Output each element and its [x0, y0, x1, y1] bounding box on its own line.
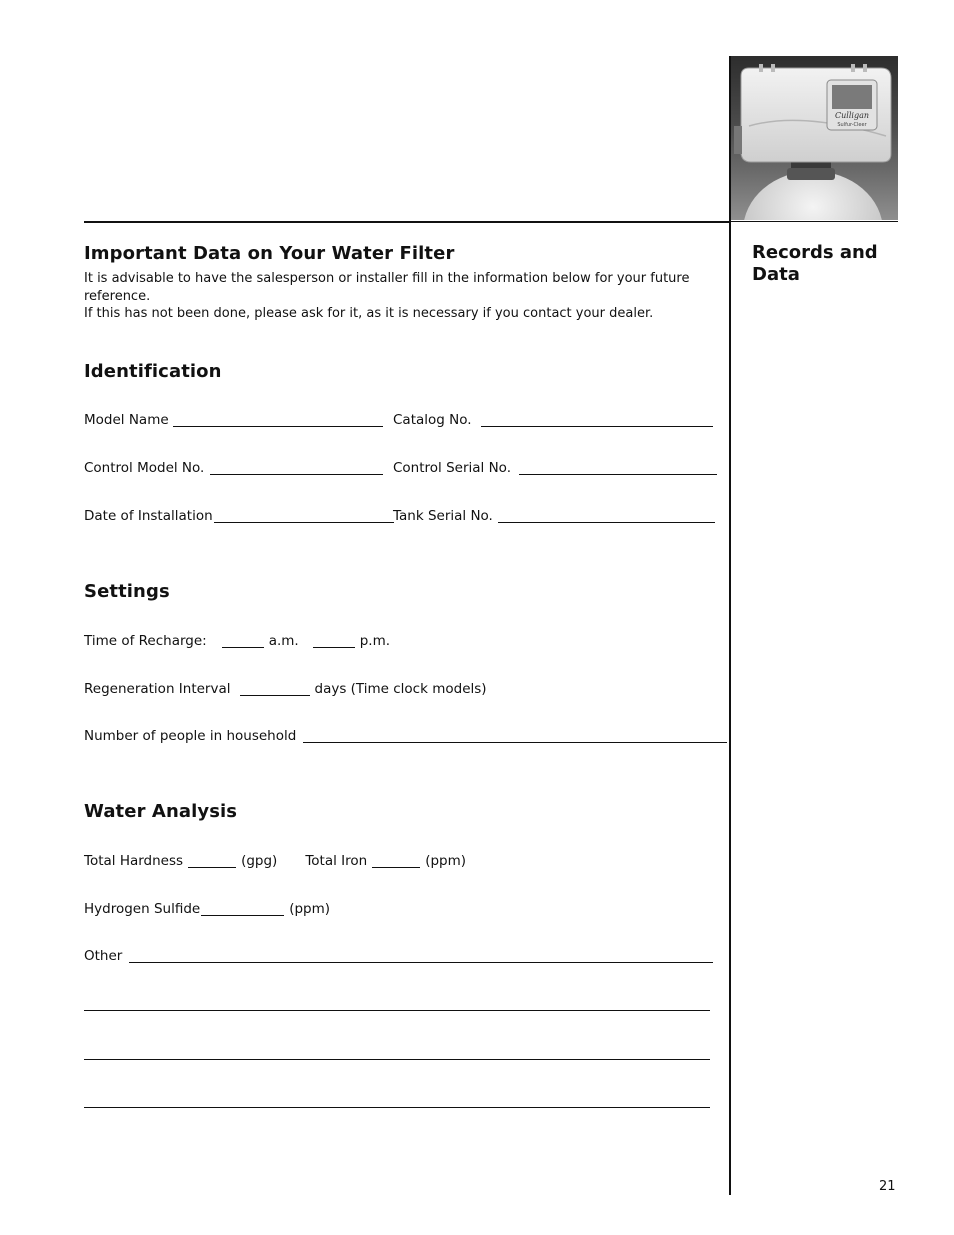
brand-logo: Culligan — [835, 111, 869, 120]
am-label: a.m. — [268, 633, 299, 649]
ppm-unit-iron: (ppm) — [425, 853, 467, 869]
intro-line-2: If this has not been done, please ask for it, as it is necessary if you contact your dealer. — [84, 306, 654, 321]
hydrogen-sulfide-field[interactable] — [84, 901, 330, 917]
horizontal-divider-side — [730, 221, 898, 222]
model-name-input-line[interactable] — [173, 412, 383, 427]
model-logo: Sulfur-Cleer — [837, 122, 867, 128]
installation-date-label: Date of Installation — [84, 508, 213, 524]
notes-line-1[interactable] — [84, 1010, 710, 1011]
product-photo — [731, 56, 898, 220]
other-label: Other — [84, 948, 123, 964]
hydrogen-sulfide-label: Hydrogen Sulfide — [84, 901, 201, 917]
days-note: days (Time clock models) — [314, 681, 487, 697]
intro-line-1: It is advisable to have the salesperson or installer fill in the information below for your future reference. — [84, 271, 690, 304]
recharge-time-field[interactable] — [84, 633, 390, 649]
filter-control-illustration — [731, 56, 898, 220]
horizontal-divider — [84, 221, 730, 223]
model-name-label: Model Name — [84, 412, 169, 428]
total-hardness-label: Total Hardness — [84, 853, 184, 869]
tank-serial-label: Tank Serial No. — [393, 508, 493, 524]
installation-date-input-line[interactable] — [214, 508, 394, 523]
settings-heading: Settings — [84, 581, 170, 602]
model-name-field[interactable] — [84, 412, 383, 428]
hardness-iron-field[interactable] — [84, 853, 466, 869]
ppm-unit-sulfide: (ppm) — [289, 901, 331, 917]
recharge-am-input-line[interactable] — [222, 633, 264, 648]
recharge-time-label: Time of Recharge: — [84, 633, 207, 649]
other-input-line[interactable] — [129, 948, 713, 963]
water-analysis-heading: Water Analysis — [84, 801, 238, 822]
installation-date-field[interactable] — [84, 508, 394, 524]
control-serial-field[interactable] — [393, 460, 717, 476]
household-people-input-line[interactable] — [303, 728, 727, 743]
sidebar-title: Records and Data — [752, 242, 878, 285]
tank-serial-field[interactable] — [393, 508, 715, 524]
household-people-label: Number of people in household — [84, 728, 297, 744]
other-field[interactable] — [84, 948, 713, 964]
total-iron-input-line[interactable] — [372, 853, 420, 868]
regeneration-interval-label: Regeneration Interval — [84, 681, 231, 697]
control-model-label: Control Model No. — [84, 460, 205, 476]
control-serial-label: Control Serial No. — [393, 460, 511, 476]
gpg-unit: (gpg) — [241, 853, 278, 869]
recharge-pm-input-line[interactable] — [313, 633, 355, 648]
catalog-no-label: Catalog No. — [393, 412, 472, 428]
total-hardness-input-line[interactable] — [188, 853, 236, 868]
important-heading: Important Data on Your Water Filter — [84, 243, 455, 264]
identification-heading: Identification — [84, 361, 222, 382]
catalog-no-input-line[interactable] — [481, 412, 713, 427]
household-people-field[interactable] — [84, 728, 727, 744]
vertical-divider — [729, 56, 731, 1195]
regeneration-interval-field[interactable] — [84, 681, 487, 697]
catalog-no-field[interactable] — [393, 412, 713, 428]
tank-serial-input-line[interactable] — [498, 508, 715, 523]
control-model-input-line[interactable] — [210, 460, 383, 475]
page-number: 21 — [879, 1179, 896, 1194]
notes-line-3[interactable] — [84, 1107, 710, 1108]
control-serial-input-line[interactable] — [519, 460, 717, 475]
hydrogen-sulfide-input-line[interactable] — [201, 901, 284, 916]
pm-label: p.m. — [359, 633, 391, 649]
regeneration-interval-input-line[interactable] — [240, 681, 310, 696]
control-model-field[interactable] — [84, 460, 383, 476]
total-iron-label: Total Iron — [305, 853, 368, 869]
notes-line-2[interactable] — [84, 1059, 710, 1060]
intro-text — [84, 270, 724, 323]
